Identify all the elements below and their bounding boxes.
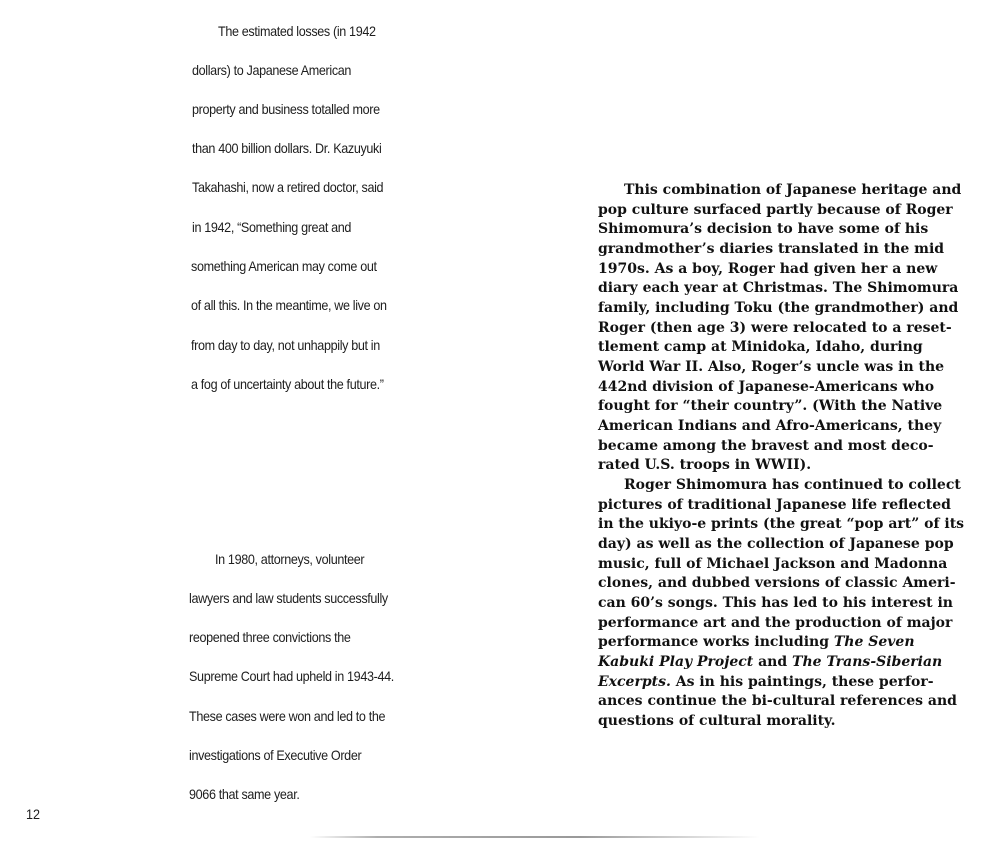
left-p1-line-8: of all this. In the meantime, we live on	[191, 297, 387, 313]
works-line-c-post: As in his paintings, these perfor-	[670, 673, 934, 690]
right-line-12: fought for “their country”. (With the Native	[598, 398, 943, 415]
right-line-3: Shimomura’s decision to have some of his	[598, 221, 929, 238]
left-p2-line-5: These cases were won and led to the	[189, 708, 386, 724]
left-p1-line-2: dollars) to Japanese American	[192, 62, 352, 78]
right-line-26	[598, 673, 970, 693]
left-p1-line-3: property and business totalled more	[192, 101, 380, 117]
right-line-13: American Indians and Afro-Americans, they	[598, 418, 942, 435]
right-line-6: diary each year at Christmas. The Shimomura	[598, 280, 959, 297]
right-line-19: day) as well as the collection of Japanese pop	[598, 536, 954, 553]
left-p1-line-6: in 1942, “Something great and	[192, 219, 352, 235]
right-line-11: 442nd division of Japanese-Americans who	[598, 378, 935, 395]
right-line-9: tlement camp at Minidoka, Idaho, during	[598, 339, 923, 356]
right-line-24	[598, 633, 970, 653]
left-p1-line-5: Takahashi, now a retired doctor, said	[192, 179, 384, 195]
right-line-28: questions of cultural morality.	[598, 713, 836, 730]
work-title-excerpts: Excerpts.	[598, 673, 671, 690]
right-column-text	[598, 181, 970, 732]
right-line-7: family, including Toku (the grandmother) and	[598, 300, 959, 317]
left-p2-line-1: In 1980, attorneys, volunteer	[215, 551, 365, 567]
right-line-10: World War II. Also, Roger’s uncle was in the	[598, 359, 945, 376]
right-line-1: This combination of Japanese heritage and	[624, 182, 962, 198]
right-line-23: performance art and the production of major	[598, 614, 953, 631]
right-line-4: grandmother’s diaries translated in the mid	[598, 241, 945, 258]
left-p2-line-6: investigations of Executive Order	[189, 747, 362, 763]
bottom-scan-rule	[310, 836, 760, 838]
right-line-5: 1970s. As a boy, Roger had given her a new	[598, 260, 938, 277]
work-title-kabuki: Kabuki Play Project	[598, 654, 754, 671]
works-line-b-mid: and	[753, 654, 793, 671]
right-line-17: pictures of traditional Japanese life reflected	[598, 496, 951, 513]
works-line-a-pre: performance works including	[598, 634, 834, 651]
right-line-27: ances continue the bi-cultural references and	[598, 693, 957, 710]
left-p1-line-4: than 400 billion dollars. Dr. Kazuyuki	[192, 140, 382, 156]
page-number: 12	[26, 806, 41, 822]
right-line-25	[598, 653, 970, 673]
left-p1-line-1: The estimated losses (in 1942	[218, 23, 376, 39]
right-line-14: became among the bravest and most deco-	[598, 437, 934, 454]
left-p2-line-7: 9066 that same year.	[189, 786, 300, 802]
right-line-16: Roger Shimomura has continued to collect	[624, 477, 961, 494]
left-p2-line-3: reopened three convictions the	[189, 629, 351, 645]
work-title-seven: The Seven	[833, 634, 915, 651]
right-line-15: rated U.S. troops in WWII).	[598, 457, 812, 474]
right-line-22: can 60’s songs. This has led to his interest in	[598, 595, 953, 612]
right-line-18: in the ukiyo-e prints (the great “pop art” of its	[598, 516, 965, 533]
left-p1-line-10: a fog of uncertainty about the future.”	[191, 376, 384, 392]
left-p1-line-9: from day to day, not unhappily but in	[191, 337, 380, 353]
left-p2-line-4: Supreme Court had upheld in 1943-44.	[189, 668, 394, 684]
right-line-21: clones, and dubbed versions of classic Ameri-	[598, 575, 956, 592]
left-p1-line-7: something American may come out	[191, 258, 377, 274]
right-line-2: pop culture surfaced partly because of Roger	[598, 201, 953, 218]
right-line-20: music, full of Michael Jackson and Madonna	[598, 555, 948, 572]
right-line-8: Roger (then age 3) were relocated to a reset-	[598, 319, 952, 336]
left-p2-line-2: lawyers and law students successfully	[189, 590, 388, 606]
work-title-trans-siberian: The Trans-Siberian	[792, 654, 943, 671]
